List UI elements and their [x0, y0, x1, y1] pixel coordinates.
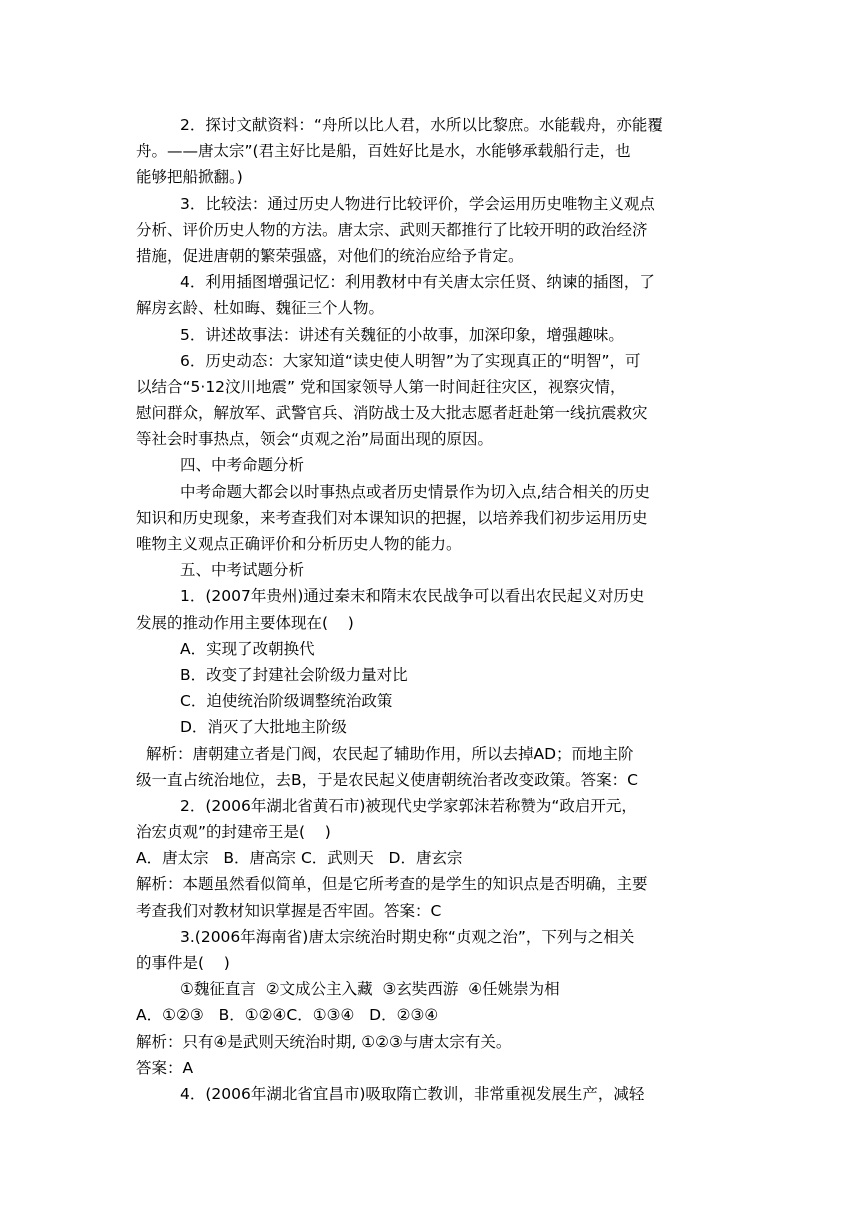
text-line: 分析、评价历史人物的方法。唐太宗、武则天都推行了比较开明的政治经济 — [136, 220, 648, 239]
answer-option: A．实现了改朝换代 — [180, 639, 315, 658]
text-line: 舟。——唐太宗”(君主好比是船，百姓好比是水，水能够承载船行走，也 — [136, 142, 631, 161]
answer-option: C．迫使统治阶级调整统治政策 — [180, 692, 393, 711]
text-line: 2．探讨文献资料：“舟所以比人君，水所以比黎庶。水能载舟，亦能覆 — [180, 116, 663, 134]
explanation-text: 解析：本题虽然看似简单，但是它所考查的是学生的知识点是否明确，主要 — [136, 875, 648, 894]
text-line: 6．历史动态：大家知道“读史使人明智”为了实现真正的“明智”，可 — [180, 351, 641, 370]
question-text: 4．(2006年湖北省宜昌市)吸取隋亡教训，非常重视发展生产，减轻 — [180, 1084, 645, 1103]
question-text: 的事件是( ) — [136, 954, 230, 972]
text-line: 4．利用插图增强记忆：利用教材中有关唐太宗任贤、纳谏的插图，了 — [180, 273, 655, 292]
text-line: 中考命题大都会以时事热点或者历史情景作为切入点,结合相关的历史 — [180, 482, 650, 501]
text-line: 能够把船掀翻。) — [136, 168, 243, 187]
explanation-text: 考查我们对教材知识掌握是否牢固。答案：C — [136, 901, 442, 920]
answer-text: 答案：A — [136, 1058, 194, 1077]
question-text: 2．(2006年湖北省黄石市)被现代史学家郭沫若称赞为“政启开元， — [180, 796, 637, 815]
event-list: ①魏征直言 ②文成公主入藏 ③玄奘西游 ④任姚崇为相 — [180, 980, 560, 999]
text-line: 措施，促进唐朝的繁荣强盛，对他们的统治应给予肯定。 — [136, 246, 524, 265]
text-line: 唯物主义观点正确评价和分析历史人物的能力。 — [136, 535, 462, 553]
answer-options: A．唐太宗 B．唐高宗 C．武则天 D．唐玄宗 — [136, 849, 463, 868]
text-line: 以结合“5·12汶川地震” 党和国家领导人第一时间赶往灾区，视察灾情， — [136, 377, 626, 396]
text-line: 慰问群众，解放军、武警官兵、消防战士及大批志愿者赶赴第一线抗震救灾 — [136, 404, 648, 423]
answer-option: D．消灭了大批地主阶级 — [180, 718, 347, 737]
section-heading: 四、中考命题分析 — [180, 456, 305, 475]
text-line: 等社会时事热点，领会“贞观之治”局面出现的原因。 — [136, 430, 494, 449]
question-text: 1．(2007年贵州)通过秦末和隋末农民战争可以看出农民起义对历史 — [180, 587, 645, 606]
text-line: 5．讲述故事法：讲述有关魏征的小故事，加深印象，增强趣味。 — [180, 325, 624, 344]
answer-option: B．改变了封建社会阶级力量对比 — [180, 665, 408, 684]
question-text: 3.(2006年海南省)唐太宗统治时期史称“贞观之治”，下列与之相关 — [180, 927, 635, 946]
question-text: 治宏贞观”的封建帝王是( ) — [136, 823, 331, 842]
text-line: 解房玄龄、杜如晦、魏征三个人物。 — [136, 299, 385, 318]
document-body — [136, 112, 720, 1107]
explanation-text: 级一直占统治地位，去B，于是农民起义使唐朝统治者改变政策。答案：C — [136, 770, 638, 789]
text-line: 3．比较法：通过历史人物进行比较评价，学会运用历史唯物主义观点 — [180, 194, 655, 213]
question-text: 发展的推动作用主要体现在( ) — [136, 613, 354, 632]
section-heading: 五、中考试题分析 — [180, 561, 305, 580]
explanation-text: 解析：只有④是武则天统治时期, ①②③与唐太宗有关。 — [136, 1032, 512, 1051]
explanation-text: 解析：唐朝建立者是门阀，农民起了辅助作用，所以去掉AD；而地主阶 — [146, 744, 634, 763]
answer-options: A．①②③ B．①②④C．①③④ D．②③④ — [136, 1006, 439, 1025]
text-line: 知识和历史现象，来考查我们对本课知识的把握，以培养我们初步运用历史 — [136, 508, 648, 527]
